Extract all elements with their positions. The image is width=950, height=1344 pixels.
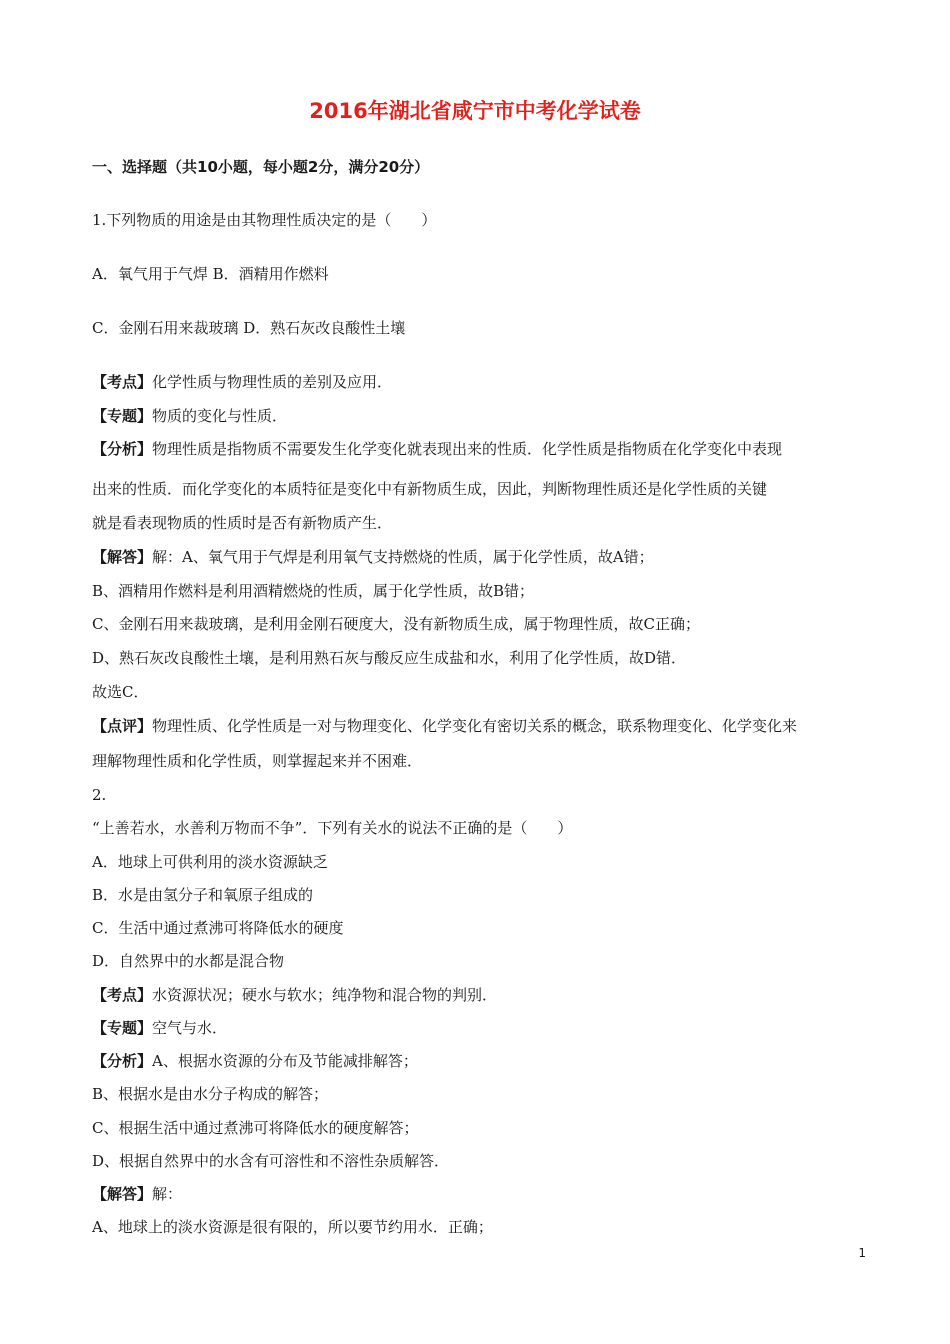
q1-zhuanti: [92, 403, 872, 429]
q2-jieda-label: 【解答】: [92, 1185, 153, 1203]
q2-kaodian-text: 水资源状况；硬水与软水；纯净物和混合物的判别．: [152, 986, 498, 1004]
q1-fenxi-text: 物理性质是指物质不需要发生化学变化就表现出来的性质．化学性质是指物质在化学变化中表现: [152, 440, 783, 458]
q1-fenxi-line-3: 就是看表现物质的性质时是否有新物质产生．: [92, 514, 393, 532]
q2-zhuanti: [92, 1015, 872, 1041]
q1-jieda: [92, 544, 872, 570]
q1-zhuanti-label: 【专题】: [92, 407, 153, 425]
q2-number: 2.: [92, 786, 107, 804]
q2-option-c: C．生活中通过煮沸可将降低水的硬度: [92, 919, 344, 937]
q1-jieda-line-4: D、熟石灰改良酸性土壤，是利用熟石灰与酸反应生成盐和水，利用了化学性质，故D错．: [92, 649, 687, 667]
q1-options-cd: C．金刚石用来裁玻璃 D．熟石灰改良酸性土壤: [92, 319, 406, 337]
q2-stem: “上善若水，水善利万物而不争”．下列有关水的说法不正确的是（ ）: [92, 819, 573, 837]
q2-fenxi-label: 【分析】: [92, 1052, 153, 1070]
q1-options-ab: A．氧气用于气焊 B．酒精用作燃料: [92, 265, 329, 283]
q2-kaodian: [92, 982, 872, 1008]
q1-dianping-line-2: 理解物理性质和化学性质，则掌握起来并不困难．: [92, 752, 423, 770]
q2-jieda-text: 解：: [152, 1185, 183, 1203]
q2-zhuanti-label: 【专题】: [92, 1019, 153, 1037]
page-number: 1: [858, 1246, 866, 1260]
q2-jieda-line-1: A、地球上的淡水资源是很有限的，所以要节约用水．正确；: [92, 1218, 493, 1236]
q2-option-a: A．地球上可供利用的淡水资源缺乏: [92, 853, 328, 871]
q1-jieda-text: 解：A、氧气用于气焊是利用氧气支持燃烧的性质，属于化学性质，故A错；: [152, 548, 654, 566]
q2-fenxi-line-4: D、根据自然界中的水含有可溶性和不溶性杂质解答．: [92, 1152, 450, 1170]
q1-zhuanti-text: 物质的变化与性质．: [152, 407, 288, 425]
q2-fenxi-text: A、根据水资源的分布及节能减排解答；: [152, 1052, 418, 1070]
q1-jieda-line-3: C、金刚石用来裁玻璃，是利用金刚石硬度大，没有新物质生成，属于物理性质，故C正确；: [92, 615, 700, 633]
q1-answer: 故选C．: [92, 683, 149, 701]
q1-dianping: [92, 713, 872, 739]
q1-fenxi-label: 【分析】: [92, 440, 153, 458]
q1-kaodian: [92, 369, 872, 395]
q2-jieda: [92, 1181, 872, 1207]
q1-stem: 1.下列物质的用途是由其物理性质决定的是（ ）: [92, 211, 437, 229]
section-heading: 一、选择题（共10小题，每小题2分，满分20分）: [92, 158, 430, 176]
q1-fenxi: [92, 436, 872, 462]
q2-option-d: D．自然界中的水都是混合物: [92, 952, 285, 970]
q2-kaodian-label: 【考点】: [92, 986, 153, 1004]
q2-zhuanti-text: 空气与水．: [152, 1019, 228, 1037]
q1-fenxi-line-2: 出来的性质．而化学变化的本质特征是变化中有新物质生成，因此，判断物理性质还是化学性质的关键: [92, 480, 768, 498]
q1-jieda-line-2: B、酒精用作燃料是利用酒精燃烧的性质，属于化学性质，故B错；: [92, 582, 535, 600]
q1-dianping-label: 【点评】: [92, 717, 153, 735]
q1-jieda-label: 【解答】: [92, 548, 153, 566]
q1-dianping-text: 物理性质、化学性质是一对与物理变化、化学变化有密切关系的概念，联系物理变化、化学变化来: [152, 717, 798, 735]
q2-fenxi: [92, 1048, 872, 1074]
q2-fenxi-line-2: B、根据水是由水分子构成的解答；: [92, 1085, 329, 1103]
document-title: 2016年湖北省咸宁市中考化学试卷: [309, 99, 641, 123]
q2-fenxi-line-3: C、根据生活中通过煮沸可将降低水的硬度解答；: [92, 1119, 419, 1137]
q1-kaodian-text: 化学性质与物理性质的差别及应用．: [152, 373, 393, 391]
q2-option-b: B．水是由氢分子和氧原子组成的: [92, 886, 314, 904]
q1-kaodian-label: 【考点】: [92, 373, 153, 391]
